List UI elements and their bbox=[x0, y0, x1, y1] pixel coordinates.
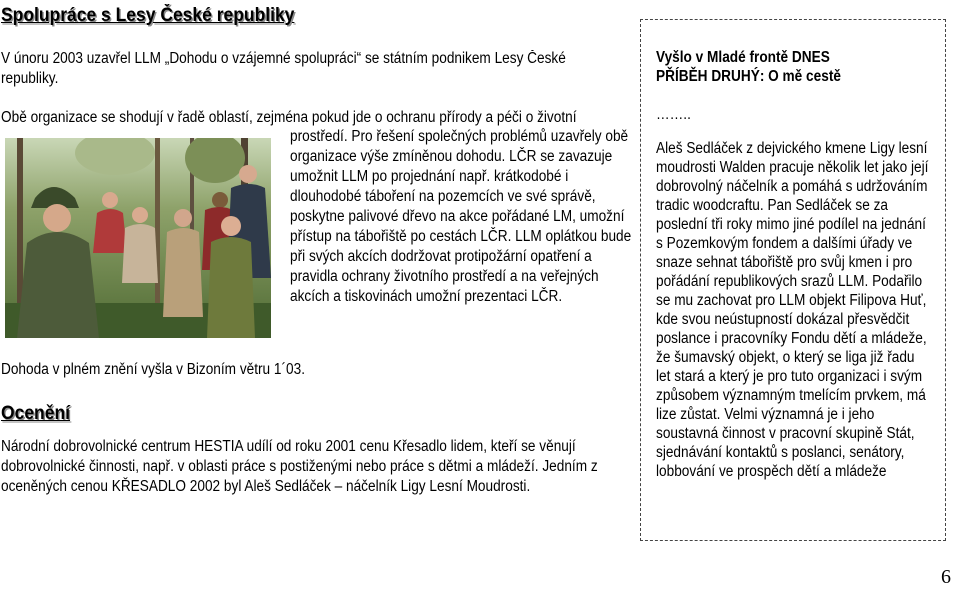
paragraph-shared-areas-line1: Obě organizace se shodují v řadě oblastí, zejména pokud jde o ochranu přírody a péči o životní bbox=[1, 109, 577, 126]
sidebar-ellipsis: …….. bbox=[656, 106, 691, 123]
paragraph-shared-areas-rest: prostředí. Pro řešení společných problémů uzavřely obě organizace výše zmíněnou dohodu. LČR se zavazuje umožnit LLM po projednání např. krátkodobé i dlouhodobé táboření na pozemcích ve své správě, poskytne palivové dřevo na akce pořádané LM, umožní přístup na tábořiště po cestách LČR. LLM oplátkou bude při svých akcích dodržovat protipožární opatření a pravidla ochrany životního prostředí a na veřejných akcích a tiskovinách umožní prezentaci LČR. bbox=[290, 128, 632, 305]
paragraph-award: Národní dobrovolnické centrum HESTIA udílí od roku 2001 cenu Křesadlo lidem, kteří se věnují dobrovolnické činnosti, např. v oblasti práce s postiženými nebo práce s dětmi a mládeží. Jedním z oceněných cenou KŘESADLO 2002 byl Aleš Sedláček – náčelník Ligy Lesní Moudrosti. bbox=[1, 438, 598, 495]
paragraph-agreement: V únoru 2003 uzavřel LLM „Dohodu o vzájemné spolupráci“ se státním podnikem Lesy České republiky. bbox=[1, 50, 566, 87]
sidebar-article-text: Aleš Sedláček z dejvického kmene Ligy lesní moudrosti Walden pracuje několik let jako její dobrovolný náčelník a pomáhá s udržováním tradic woodcraftu. Pan Sedláček se za poslední tři roky mimo jiné podílel na jednání s Pozemkovým fondem a dalšími úřady ve snaze sehnat tábořiště pro svůj kmen i pro pořádání republikových srazů LLM. Podařilo se mu zachovat pro LLM objekt Filipova Huť, kde svou neústupností dokázal přesvědčit poslance i pracovníky Fondu dětí a mládeže, že šumavský objekt, o který se liga již řadu let stará a který je pro tuto organizaci i svým způsobem významným tmelícím prvkem, má lize zůstat. Velmi významná je i jeho soustavná činnost v pracovní skupině Stát, sjednávání kontaktů s poslanci, senátory, lobbování ve prospěch dětí a mládeže bbox=[656, 140, 929, 480]
paragraph-full-text-note: Dohoda v plném znění vyšla v Bizoním větru 1´03. bbox=[1, 361, 306, 378]
sidebar-heading-line2: PŘÍBĚH DRUHÝ: O mě cestě bbox=[656, 68, 841, 85]
forest-group-photo bbox=[5, 138, 271, 338]
news-sidebar bbox=[640, 19, 946, 541]
sidebar-heading-line1: Vyšlo v Mladé frontě DNES bbox=[656, 49, 830, 66]
section-title-cooperation: Spolupráce s Lesy České republiky bbox=[1, 5, 295, 26]
sidebar-heading bbox=[656, 48, 841, 86]
section-title-award: Ocenění bbox=[1, 403, 70, 424]
page-number: 6 bbox=[941, 566, 951, 588]
